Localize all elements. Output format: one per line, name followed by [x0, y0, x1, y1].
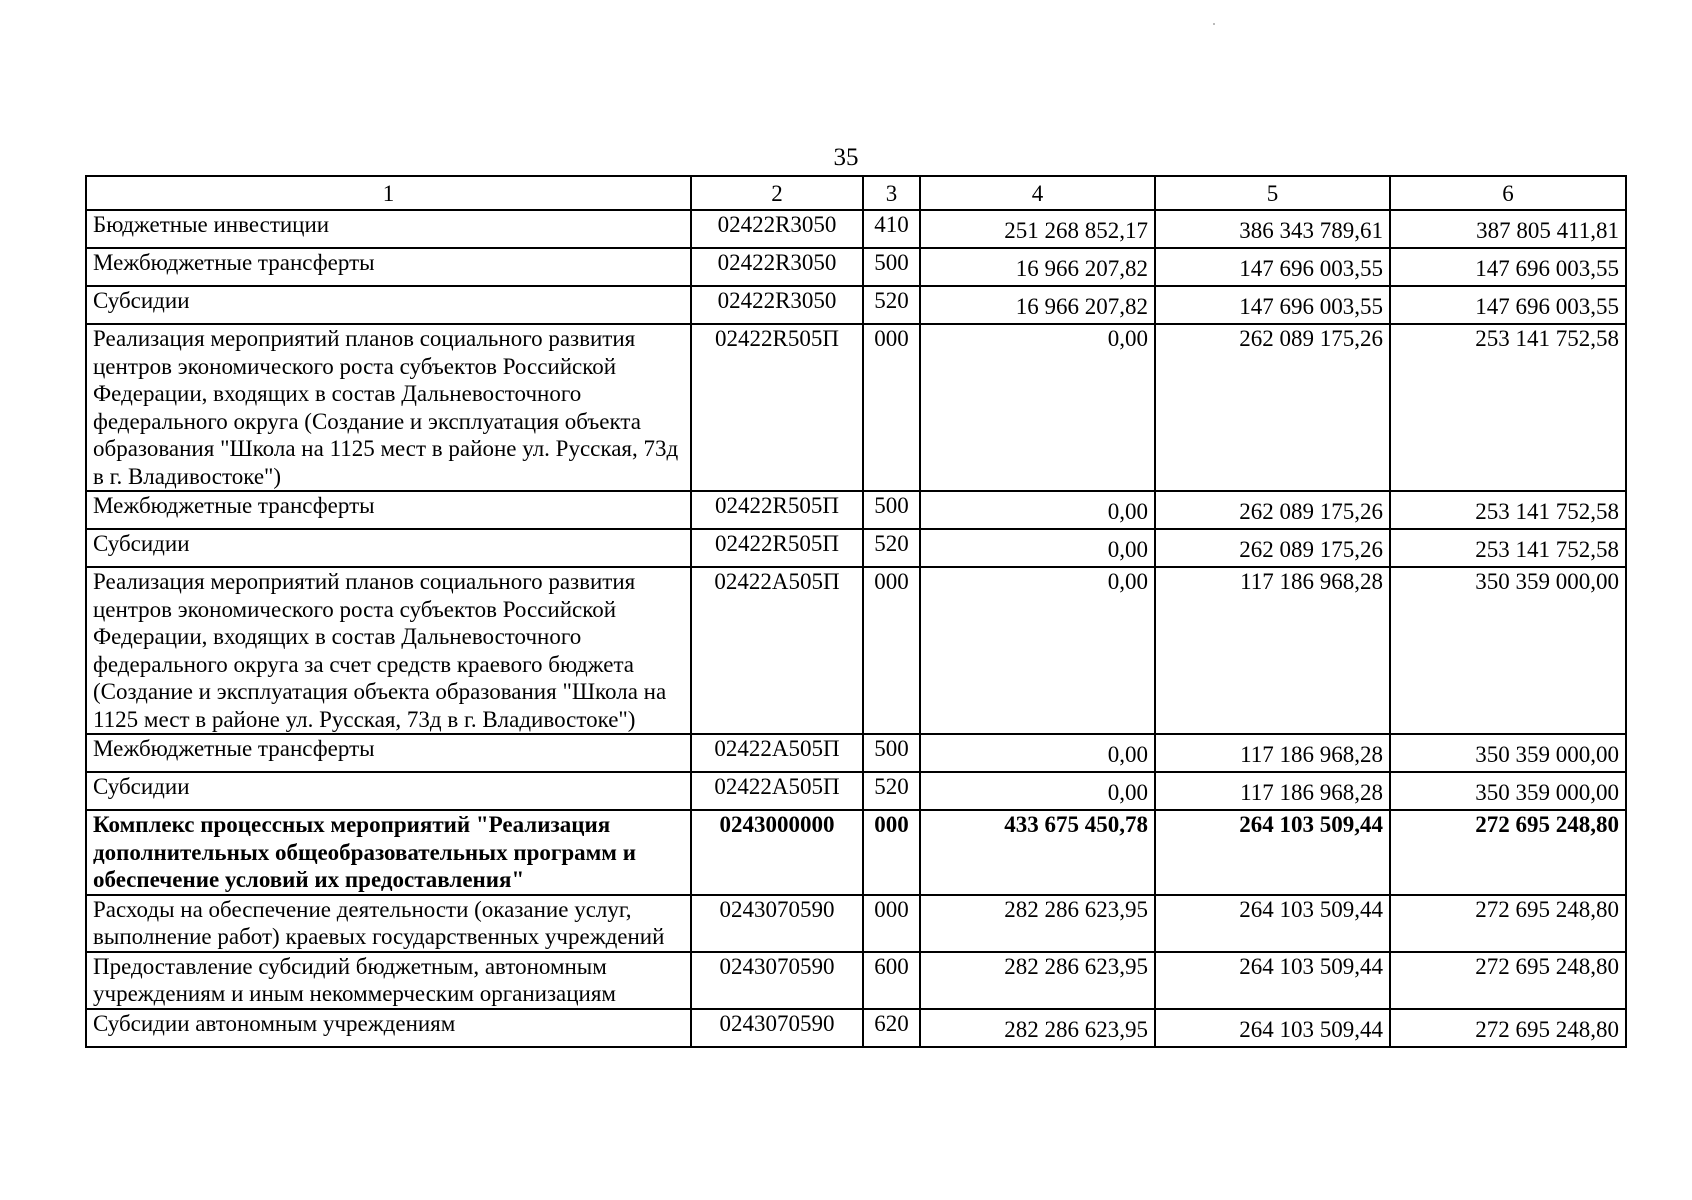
target-code-cell: 0243070590 [691, 952, 863, 1009]
amount-col5-cell: 117 186 968,28 [1155, 772, 1390, 810]
expense-type-cell: 500 [863, 491, 920, 529]
amount-col6-cell: 272 695 248,80 [1390, 895, 1626, 952]
target-code-cell: 0243000000 [691, 810, 863, 895]
target-code-cell: 02422А505П [691, 772, 863, 810]
page-number: 35 [833, 144, 859, 171]
expense-type-cell: 520 [863, 529, 920, 567]
amount-col4-cell: 0,00 [920, 491, 1155, 529]
amount-col6-cell: 350 359 000,00 [1390, 734, 1626, 772]
column-header-5: 5 [1155, 176, 1390, 210]
amount-col4-cell: 0,00 [920, 567, 1155, 734]
target-code-cell: 02422R505П [691, 324, 863, 491]
expense-type-cell: 000 [863, 810, 920, 895]
scan-speck [1213, 23, 1215, 25]
table-row [86, 324, 1626, 491]
header-row [86, 176, 1626, 210]
expense-type-cell: 520 [863, 772, 920, 810]
amount-col6-cell: 272 695 248,80 [1390, 1009, 1626, 1047]
expense-type-cell: 500 [863, 248, 920, 286]
expense-type-cell: 500 [863, 734, 920, 772]
column-header-3: 3 [863, 176, 920, 210]
amount-col6-cell: 272 695 248,80 [1390, 810, 1626, 895]
amount-col6-cell: 253 141 752,58 [1390, 491, 1626, 529]
amount-col5-cell: 262 089 175,26 [1155, 529, 1390, 567]
expense-type-cell: 620 [863, 1009, 920, 1047]
name-cell: Субсидии [86, 529, 691, 567]
amount-col6-cell: 387 805 411,81 [1390, 210, 1626, 248]
name-cell: Реализация мероприятий планов социального развития центров экономического роста субъектов Российской Федерации, входящих в состав Дальневосточного федерального округа за счет средств краевого бюджета (Создание и эксплуатация объекта образования "Школа на 1125 мест в районе ул. Русская, 73д в г. Владивостоке") [86, 567, 691, 734]
target-code-cell: 02422R3050 [691, 248, 863, 286]
table-row [86, 210, 1626, 248]
name-cell: Субсидии [86, 286, 691, 324]
name-cell: Субсидии [86, 772, 691, 810]
table-row [86, 772, 1626, 810]
column-header-6: 6 [1390, 176, 1626, 210]
amount-col4-cell: 0,00 [920, 772, 1155, 810]
amount-col5-cell: 262 089 175,26 [1155, 491, 1390, 529]
amount-col4-cell: 282 286 623,95 [920, 895, 1155, 952]
target-code-cell: 02422А505П [691, 734, 863, 772]
expense-type-cell: 410 [863, 210, 920, 248]
table-row [86, 286, 1626, 324]
amount-col5-cell: 147 696 003,55 [1155, 286, 1390, 324]
table-row [86, 895, 1626, 952]
amount-col5-cell: 264 103 509,44 [1155, 810, 1390, 895]
amount-col5-cell: 386 343 789,61 [1155, 210, 1390, 248]
column-header-4: 4 [920, 176, 1155, 210]
amount-col6-cell: 350 359 000,00 [1390, 567, 1626, 734]
target-code-cell: 02422R3050 [691, 286, 863, 324]
amount-col4-cell: 16 966 207,82 [920, 286, 1155, 324]
amount-col6-cell: 272 695 248,80 [1390, 952, 1626, 1009]
name-cell: Реализация мероприятий планов социального развития центров экономического роста субъектов Российской Федерации, входящих в состав Дальневосточного федерального округа (Создание и эксплуатация объекта образования "Школа на 1125 мест в районе ул. Русская, 73д в г. Владивостоке") [86, 324, 691, 491]
name-cell: Межбюджетные трансферты [86, 248, 691, 286]
amount-col5-cell: 262 089 175,26 [1155, 324, 1390, 491]
amount-col4-cell: 433 675 450,78 [920, 810, 1155, 895]
amount-col4-cell: 0,00 [920, 324, 1155, 491]
amount-col4-cell: 0,00 [920, 529, 1155, 567]
target-code-cell: 0243070590 [691, 895, 863, 952]
target-code-cell: 02422R505П [691, 491, 863, 529]
amount-col6-cell: 253 141 752,58 [1390, 324, 1626, 491]
amount-col5-cell: 147 696 003,55 [1155, 248, 1390, 286]
name-cell: Бюджетные инвестиции [86, 210, 691, 248]
expense-type-cell: 000 [863, 895, 920, 952]
column-header-2: 2 [691, 176, 863, 210]
table-row [86, 810, 1626, 895]
amount-col6-cell: 350 359 000,00 [1390, 772, 1626, 810]
name-cell: Межбюджетные трансферты [86, 491, 691, 529]
target-code-cell: 02422R505П [691, 529, 863, 567]
expense-type-cell: 000 [863, 567, 920, 734]
amount-col6-cell: 147 696 003,55 [1390, 248, 1626, 286]
expense-type-cell: 520 [863, 286, 920, 324]
expense-type-cell: 600 [863, 952, 920, 1009]
amount-col5-cell: 264 103 509,44 [1155, 895, 1390, 952]
amount-col5-cell: 264 103 509,44 [1155, 952, 1390, 1009]
budget-table [85, 175, 1627, 1048]
target-code-cell: 0243070590 [691, 1009, 863, 1047]
amount-col4-cell: 251 268 852,17 [920, 210, 1155, 248]
table-row [86, 529, 1626, 567]
target-code-cell: 02422А505П [691, 567, 863, 734]
name-cell: Предоставление субсидий бюджетным, автономным учреждениям и иным некоммерческим организациям [86, 952, 691, 1009]
target-code-cell: 02422R3050 [691, 210, 863, 248]
table-row [86, 734, 1626, 772]
name-cell: Субсидии автономным учреждениям [86, 1009, 691, 1047]
table-row [86, 1009, 1626, 1047]
table-row [86, 952, 1626, 1009]
amount-col6-cell: 147 696 003,55 [1390, 286, 1626, 324]
name-cell: Расходы на обеспечение деятельности (оказание услуг, выполнение работ) краевых государственных учреждений [86, 895, 691, 952]
expense-type-cell: 000 [863, 324, 920, 491]
column-header-1: 1 [86, 176, 691, 210]
name-cell: Межбюджетные трансферты [86, 734, 691, 772]
table-row [86, 248, 1626, 286]
amount-col4-cell: 0,00 [920, 734, 1155, 772]
amount-col5-cell: 264 103 509,44 [1155, 1009, 1390, 1047]
amount-col5-cell: 117 186 968,28 [1155, 734, 1390, 772]
amount-col4-cell: 282 286 623,95 [920, 1009, 1155, 1047]
name-cell: Комплекс процессных мероприятий "Реализация дополнительных общеобразовательных программ и обеспечение условий их предоставления" [86, 810, 691, 895]
amount-col4-cell: 16 966 207,82 [920, 248, 1155, 286]
amount-col6-cell: 253 141 752,58 [1390, 529, 1626, 567]
table-row [86, 567, 1626, 734]
table-row [86, 491, 1626, 529]
amount-col4-cell: 282 286 623,95 [920, 952, 1155, 1009]
amount-col5-cell: 117 186 968,28 [1155, 567, 1390, 734]
